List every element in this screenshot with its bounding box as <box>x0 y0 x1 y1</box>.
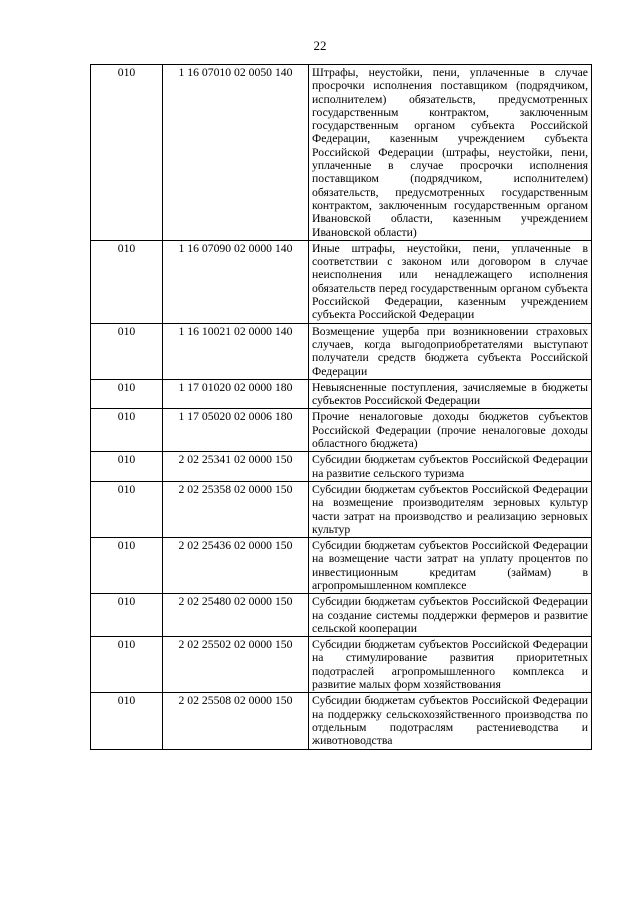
admin-code-cell: 010 <box>91 538 163 594</box>
budget-code-cell: 2 02 25508 02 0000 150 <box>163 693 309 749</box>
revenue-name-cell: Субсидии бюджетам субъектов Российской Федерации на развитие сельского туризма <box>309 452 592 482</box>
table-row <box>91 594 592 637</box>
table-row <box>91 693 592 749</box>
table-row <box>91 538 592 594</box>
table-row <box>91 65 592 241</box>
table-row <box>91 637 592 693</box>
budget-code-cell: 1 16 10021 02 0000 140 <box>163 323 309 379</box>
revenue-name-cell: Иные штрафы, неустойки, пени, уплаченные в соответствии с законом или договором в случае неисполнения или ненадлежащего исполнения обязательств перед государственным органом субъекта Российской Федерации, казенным учреждением субъекта Российской Федерации <box>309 240 592 323</box>
budget-code-cell: 1 16 07010 02 0050 140 <box>163 65 309 241</box>
admin-code-cell: 010 <box>91 323 163 379</box>
admin-code-cell: 010 <box>91 452 163 482</box>
table-row <box>91 379 592 409</box>
admin-code-cell: 010 <box>91 481 163 537</box>
table-row <box>91 240 592 323</box>
admin-code-cell: 010 <box>91 637 163 693</box>
revenue-name-cell: Субсидии бюджетам субъектов Российской Федерации на стимулирование развития приоритетных подотраслей агропромышленного комплекса и развитие малых форм хозяйствования <box>309 637 592 693</box>
budget-revenue-table <box>90 64 592 750</box>
admin-code-cell: 010 <box>91 379 163 409</box>
page-number: 22 <box>313 38 327 53</box>
revenue-name-cell: Невыясненные поступления, зачисляемые в бюджеты субъектов Российской Федерации <box>309 379 592 409</box>
budget-code-cell: 2 02 25480 02 0000 150 <box>163 594 309 637</box>
revenue-name-cell: Субсидии бюджетам субъектов Российской Федерации на возмещение производителям зерновых культур части затрат на производство и реализацию зерновых культур <box>309 481 592 537</box>
admin-code-cell: 010 <box>91 240 163 323</box>
budget-code-cell: 1 17 01020 02 0000 180 <box>163 379 309 409</box>
budget-code-cell: 2 02 25341 02 0000 150 <box>163 452 309 482</box>
budget-code-cell: 2 02 25358 02 0000 150 <box>163 481 309 537</box>
revenue-name-cell: Прочие неналоговые доходы бюджетов субъектов Российской Федерации (прочие неналоговые доходы областного бюджета) <box>309 409 592 452</box>
admin-code-cell: 010 <box>91 409 163 452</box>
revenue-name-cell: Возмещение ущерба при возникновении страховых случаев, когда выгодоприобретателями выступают получатели средств бюджета субъекта Российской Федерации <box>309 323 592 379</box>
table-row <box>91 323 592 379</box>
revenue-name-cell: Субсидии бюджетам субъектов Российской Федерации на поддержку сельскохозяйственного производства по отдельным подотраслям растениеводства и животноводства <box>309 693 592 749</box>
admin-code-cell: 010 <box>91 693 163 749</box>
admin-code-cell: 010 <box>91 594 163 637</box>
table-row <box>91 481 592 537</box>
budget-code-cell: 1 17 05020 02 0006 180 <box>163 409 309 452</box>
budget-code-cell: 1 16 07090 02 0000 140 <box>163 240 309 323</box>
revenue-name-cell: Штрафы, неустойки, пени, уплаченные в случае просрочки исполнения поставщиком (подрядчиком, исполнителем) обязательств, предусмотренных государственным контрактом, заключенным государственным органом субъекта Российской Федерации, казенным учреждением субъекта Российской Федерации (штрафы, неустойки, пени, уплаченные в случае просрочки исполнения поставщиком (подрядчиком, исполнителем) обязательств, предусмотренных государственным контрактом, заключенным государственным органом Ивановской области, казенным учреждением Ивановской области) <box>309 65 592 241</box>
budget-code-cell: 2 02 25436 02 0000 150 <box>163 538 309 594</box>
table-row <box>91 452 592 482</box>
budget-code-cell: 2 02 25502 02 0000 150 <box>163 637 309 693</box>
table-row <box>91 409 592 452</box>
admin-code-cell: 010 <box>91 65 163 241</box>
revenue-name-cell: Субсидии бюджетам субъектов Российской Федерации на возмещение части затрат на уплату процентов по инвестиционным кредитам (займам) в агропромышленном комплексе <box>309 538 592 594</box>
revenue-name-cell: Субсидии бюджетам субъектов Российской Федерации на создание системы поддержки фермеров и развитие сельской кооперации <box>309 594 592 637</box>
